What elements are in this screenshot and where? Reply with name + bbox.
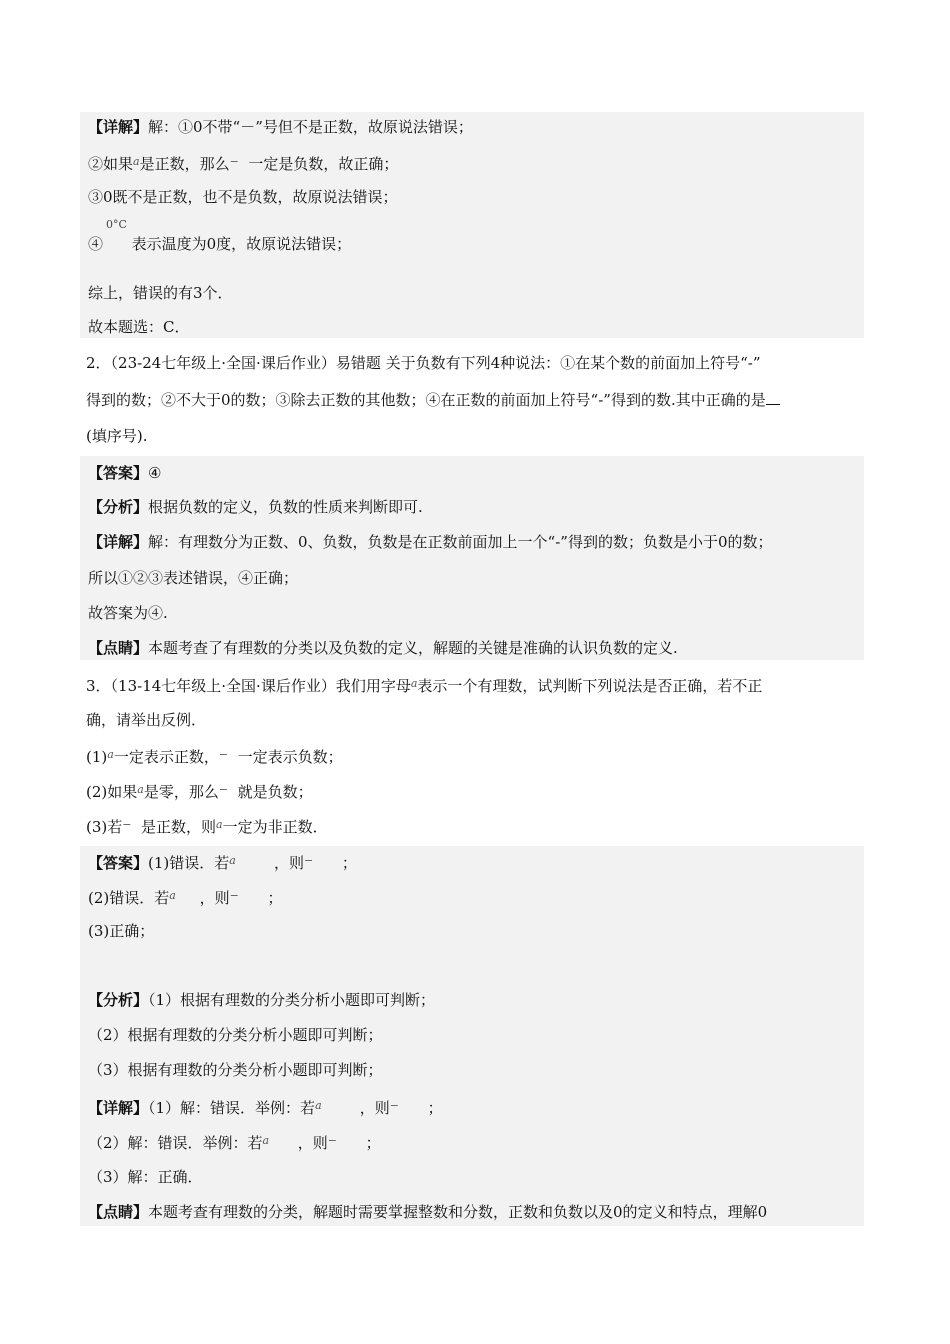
q3-analysis-2: （2）根据有理数的分类分析小题即可判断； <box>88 1026 383 1044</box>
q2-answer: 【答案】④ <box>88 464 162 482</box>
detail-tag: 【详解】 <box>88 118 149 136</box>
question-3-part-3: (3)若− 是正数，则$^a$一定为非正数． <box>86 818 328 836</box>
q3-answer-1: 【答案】(1)错误．若$^a$ ，则− ； <box>88 854 357 872</box>
q2-detail-3: 故答案为④. <box>88 604 168 622</box>
q2-comment: 【点睛】本题考查了有理数的分类以及负数的定义，解题的关键是准确的认识负数的定义. <box>88 639 678 657</box>
question-3-line-2: 确，请举出反例． <box>86 711 207 729</box>
detail-line-6: 故本题选：C． <box>88 318 190 336</box>
q3-answer-3: (3)正确； <box>88 922 155 940</box>
question-2-line-3: (填序号). <box>86 427 148 445</box>
q3-detail-3: （3）解：正确． <box>88 1168 203 1186</box>
q3-analysis-3: （3）根据有理数的分类分析小题即可判断； <box>88 1061 383 1079</box>
question-3-line-1: 3．（13-14七年级上·全国·课后作业）我们用字母$^a$表示一个有理数，试判断下列说法是否正确，若不正 <box>86 677 763 695</box>
question-2-line-2: 得到的数；②不大于0的数；③除去正数的其他数；④在正数的前面加上符号“-”得到的数.其中正确的是 <box>86 390 780 410</box>
q3-detail-1: 【详解】（1）解：错误．举例：若$^a$ ，则− ； <box>88 1099 443 1117</box>
temperature-symbol: 0°C <box>106 218 127 231</box>
detail-line-1: 【详解】解：①0不带“－”号但不是正数，故原说法错误； <box>88 118 473 136</box>
answer-blank <box>766 390 780 405</box>
question-3-part-1: $(1)^a$一定表示正数，− 一定表示负数； <box>86 748 343 766</box>
detail-line-3: ③0既不是正数，也不是负数，故原说法错误； <box>88 188 398 206</box>
q3-comment: 【点睛】本题考查有理数的分类，解题时需要掌握整数和分数，正数和负数以及0的定义和特点，理解0 <box>88 1203 768 1221</box>
q2-detail-1: 【详解】解：有理数分为正数、0、负数，负数是在正数前面加上一个“-”得到的数；负数是小于0的数； <box>88 533 773 551</box>
detail-line-4: ④ 表示温度为0度，故原说法错误； <box>88 235 352 253</box>
detail-line-2: ②如果$^a$是正数，那么− 一定是负数，故正确； <box>88 155 399 173</box>
q3-detail-2: （2）解：错误．举例：若$^a$ ，则− ； <box>88 1134 381 1152</box>
question-2-line-1: 2．（23-24七年级上·全国·课后作业）易错题 关于负数有下列4种说法：①在某个数的前面加上符号“-” <box>86 354 761 372</box>
q2-detail-2: 所以①②③表述错误，④正确； <box>88 569 299 587</box>
solution-block-2 <box>80 456 864 660</box>
detail-line-5: 综上，错误的有3个． <box>88 284 233 302</box>
q3-analysis-1: 【分析】（1）根据有理数的分类分析小题即可判断； <box>88 991 436 1009</box>
question-3-part-2: (2)如果$^a$是零，那么− 就是负数； <box>86 783 313 801</box>
solution-block-1 <box>80 112 864 338</box>
q3-answer-2: (2)错误．若$^a$ ，则− ； <box>88 889 283 907</box>
q2-analysis: 【分析】根据负数的定义，负数的性质来判断即可. <box>88 498 423 516</box>
